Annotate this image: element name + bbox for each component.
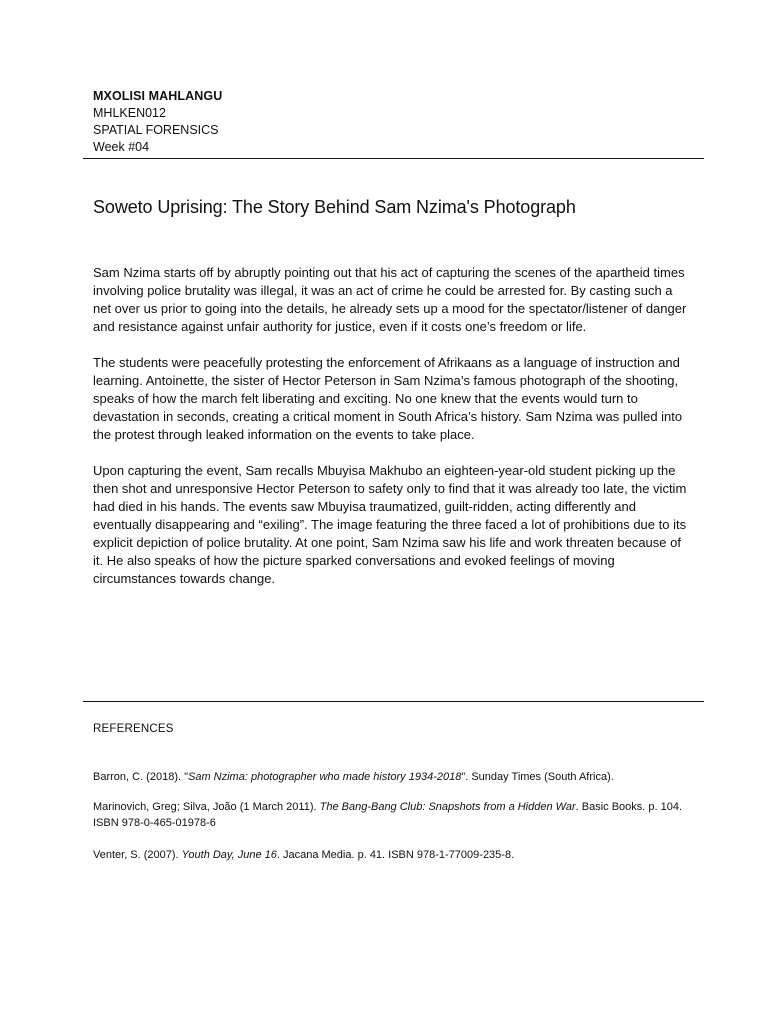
document-body — [93, 264, 687, 606]
reference-title: The Bang-Bang Club: Snapshots from a Hidden War — [319, 801, 576, 813]
document-title: Soweto Uprising: The Story Behind Sam Nzima's Photograph — [93, 197, 576, 217]
reference-text: . Basic Books. p. 104. ISBN 978-0-465-01978-6 — [93, 801, 683, 829]
student-id: MHLKEN012 — [93, 106, 166, 120]
body-paragraph-2: The students were peacefully protesting the enforcement of Afrikaans as a language of instruction and learning. Antoinette, the sister of Hector Peterson in Sam Nzima’s famous photograph of the shooting, speaks of how the march felt liberating and exciting. No one knew that the events would turn to devastation in seconds, creating a critical moment in South Africa’s history. Sam Nzima was pulled into the protest through leaked information on the events to take place. — [93, 355, 683, 442]
reference-title: Youth Day, June 16 — [181, 849, 277, 861]
course-name: SPATIAL FORENSICS — [93, 123, 219, 137]
reference-text: ". Sunday Times (South Africa). — [461, 771, 614, 783]
document-header — [93, 88, 693, 156]
references-heading: REFERENCES — [93, 723, 174, 735]
reference-title: Sam Nzima: photographer who made history 1934-2018 — [188, 771, 462, 783]
body-paragraph-3: Upon capturing the event, Sam recalls Mbuyisa Makhubo an eighteen-year-old student picking up the then shot and unresponsive Hector Peterson to safety only to find that it was already too late, the victim had died in his hands. The events saw Mbuyisa traumatized, guilt-ridden, acting differently and eventually disappearing and “exiling”. The image featuring the three faced a lot of prohibitions due to its explicit depiction of police brutality. At one point, Sam Nzima saw his life and work threaten because of it. He also speaks of how the picture sparked conversations and evoked feelings of moving circumstances towards change. — [93, 463, 687, 586]
week-label: Week #04 — [93, 140, 150, 154]
reference-text: Venter, S. (2007). — [93, 849, 182, 861]
author-name: MXOLISI MAHLANGU — [93, 89, 223, 103]
body-paragraph-1: Sam Nzima starts off by abruptly pointing out that his act of capturing the scenes of the apartheid times involving police brutality was illegal, it was an act of crime he could be arrested for. By casting such a net over us prior to going into the details, he already sets up a mood for the spectator/listener of danger and resistance against unfair authority for justice, even if it costs one’s freedom or life. — [93, 265, 687, 334]
header-divider — [83, 158, 704, 159]
reference-text: . Jacana Media. p. 41. ISBN 978-1-77009-235-8. — [276, 849, 515, 861]
references-list — [93, 769, 693, 877]
reference-item — [93, 799, 693, 831]
reference-item — [93, 847, 693, 863]
reference-item — [93, 769, 693, 785]
reference-text: Barron, C. (2018). " — [93, 771, 188, 783]
reference-text: Marinovich, Greg; Silva, João (1 March 2011). — [93, 801, 320, 813]
references-divider — [83, 701, 704, 702]
